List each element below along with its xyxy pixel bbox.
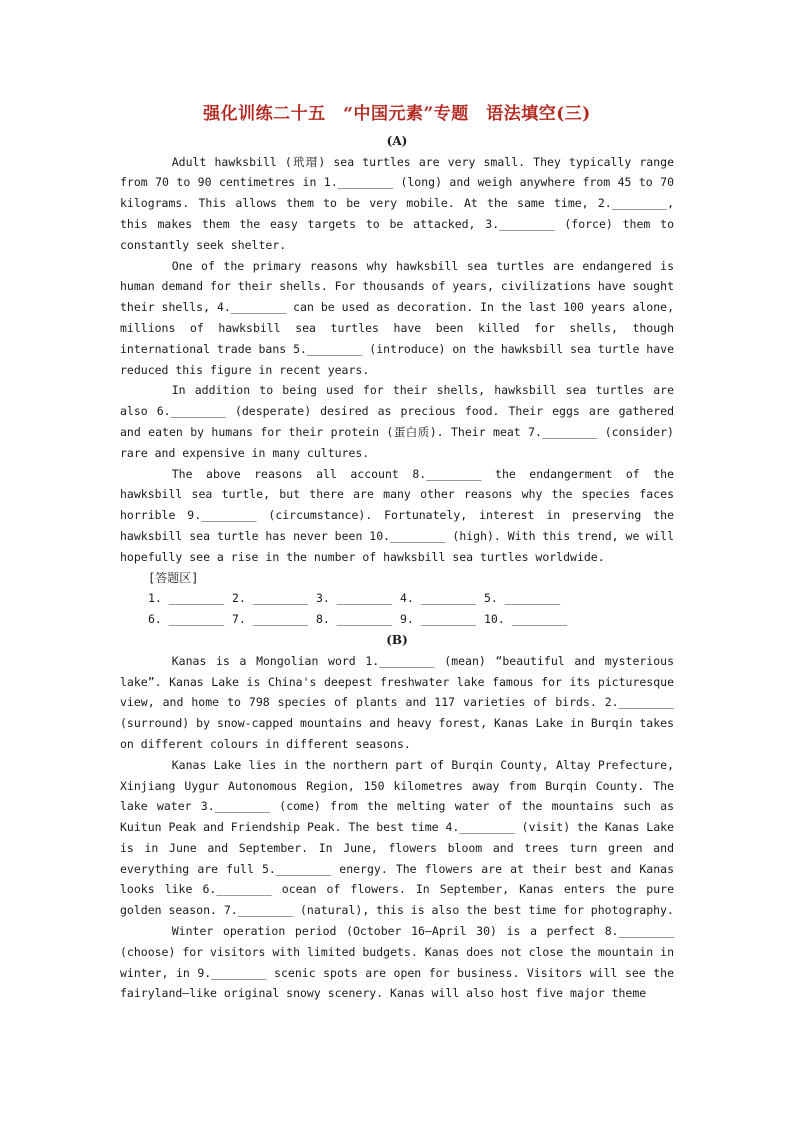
answer-blank: 2. ________ xyxy=(232,591,309,606)
section-b-paragraph-1: Kanas is a Mongolian word 1.________ (mean) “beautiful and mysterious lake”. Kanas Lake is China's deepest freshwater lake famous for its picturesque view, and home to 798 species of plants and 117 varieties of birds. 2.________ (surround) by snow-capped mountains and heavy forest, Kanas Lake in Burqin takes on different colours in different seasons. xyxy=(120,653,674,751)
answer-blank: 10. ________ xyxy=(484,612,568,627)
answer-blank: 1. ________ xyxy=(148,591,225,606)
section-b-paragraph-3: Winter operation period (October 16—April 30) is a perfect 8.________ (choose) for visitors with limited budgets. Kanas does not close the mountain in winter, in 9.________ scenic spots are open for business. Visitors will see the fairyland—like original snowy scenery. Kanas will also host five major theme xyxy=(120,924,674,1001)
answer-blank: 8. ________ xyxy=(316,612,393,627)
answer-blank: 5. ________ xyxy=(484,591,561,606)
answer-area-label: [答题区] xyxy=(148,570,199,585)
answer-blank: 4. ________ xyxy=(400,591,477,606)
answer-blank: 7. ________ xyxy=(232,612,309,627)
worksheet-page xyxy=(120,100,674,1004)
section-a-paragraph-4: The above reasons all account 8.________ the endangerment of the hawksbill sea turtle, but there are many other reasons why the species faces horrible 9.________ (circumstance). Fortunately, interest in preserving the hawksbill sea turtle has never been 10.________ (high). With this trend, we will hopefully see a rise in the number of hawksbill sea turtles worldwide. xyxy=(120,466,674,564)
answer-blank: 6. ________ xyxy=(148,612,225,627)
answer-blank: 3. ________ xyxy=(316,591,393,606)
answer-blank: 9. ________ xyxy=(400,612,477,627)
section-b-paragraph-2: Kanas Lake lies in the northern part of Burqin County, Altay Prefecture, Xinjiang Uygur Autonomous Region, 150 kilometres away from Burqin County. The lake water 3.________ (come) from the melting water of the mountains such as Kuitun Peak and Friendship Peak. The best time 4.________ (visit) the Kanas Lake is in June and September. In June, flowers bloom and trees turn green and everything are full 5.________ energy. The flowers are at their best and Kanas looks like 6.________ ocean of flowers. In September, Kanas enters the pure golden season. 7.________ (natural), this is also the best time for photography. xyxy=(120,757,674,918)
page-title: 强化训练二十五 “中国元素”专题 语法填空(三) xyxy=(203,104,591,124)
section-a-paragraph-1: Adult hawksbill (玳瑁) sea turtles are very small. They typically range from 70 to 90 centimetres in 1.________ (long) and weigh anywhere from 45 to 70 kilograms. This allows them to be very mobile. At the same time, 2.________, this makes them the easy targets to be attacked, 3.________ (force) them to constantly seek shelter. xyxy=(120,154,674,252)
answer-row-2 xyxy=(148,609,674,630)
section-a-paragraph-3: In addition to being used for their shells, hawksbill sea turtles are also 6.________ (desperate) desired as precious food. Their eggs are gathered and eaten by humans for their protein (蛋白质). Their meat 7.________ (consider) rare and expensive in many cultures. xyxy=(120,383,674,460)
section-b-label: (B) xyxy=(386,632,408,647)
answer-row-1 xyxy=(148,588,674,609)
section-a-label: (A) xyxy=(386,133,408,148)
section-a-paragraph-2: One of the primary reasons why hawksbill sea turtles are endangered is human demand for their shells. For thousands of years, civilizations have sought their shells, 4.________ can be used as decoration. In the last 100 years alone, millions of hawksbill sea turtles have been killed for shells, though international trade bans 5.________ (introduce) on the hawksbill sea turtle have reduced this figure in recent years. xyxy=(120,258,674,377)
